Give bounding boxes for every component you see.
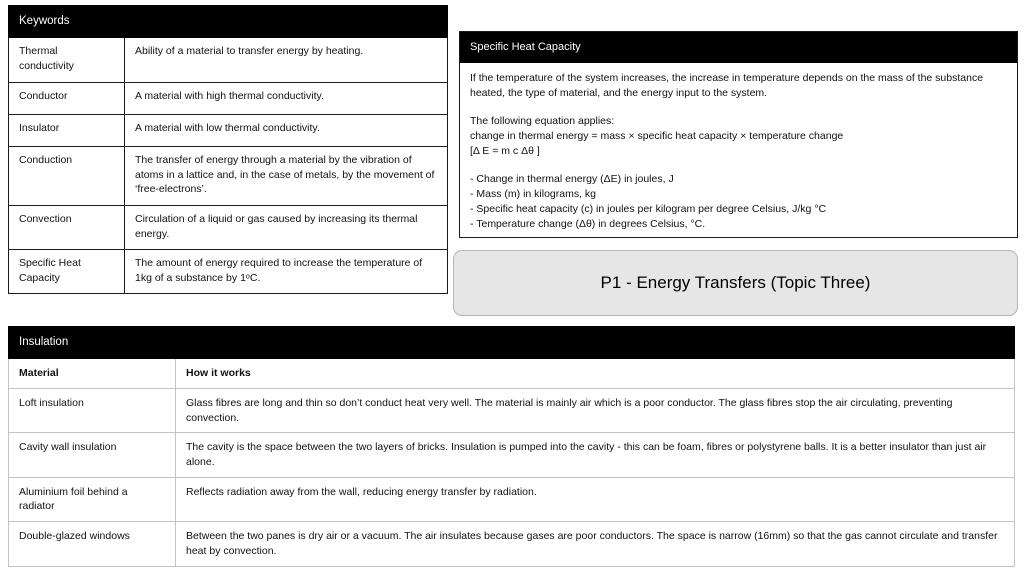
keyword-term: Convection [9, 206, 125, 250]
keyword-term: Conductor [9, 83, 125, 115]
material-cell: Double-glazed windows [9, 522, 176, 566]
shc-title: Specific Heat Capacity [460, 32, 1017, 63]
keyword-definition: A material with high thermal conductivity. [125, 83, 448, 115]
keyword-term: Insulator [9, 115, 125, 147]
specific-heat-capacity-box [459, 31, 1018, 238]
keyword-definition: Ability of a material to transfer energy by heating. [125, 38, 448, 83]
shc-equation-words: change in thermal energy = mass × specific heat capacity × temperature change [470, 130, 844, 143]
material-cell: Loft insulation [9, 389, 176, 433]
keyword-definition: The transfer of energy through a material by the vibration of atoms in a lattice and, in the case of metals, by the movement of ‘free-electrons’. [125, 147, 448, 206]
how-it-works-cell: Glass fibres are long and thin so don’t conduct heat very well. The material is mainly air which is a poor conductor. The glass fibres stop the air circulating, preventing convection. [176, 389, 1015, 433]
keyword-term: Thermal conductivity [9, 38, 125, 83]
keyword-definition: A material with low thermal conductivity. [125, 115, 448, 147]
shc-intro: If the temperature of the system increases, the increase in temperature depends on the mass of the substance heated, the type of material, and the energy input to the system. [470, 72, 984, 99]
table-row [9, 477, 1015, 521]
keywords-table [8, 5, 448, 294]
how-it-works-cell: The cavity is the space between the two layers of bricks. Insulation is pumped into the cavity - this can be foam, fibres or polystyrene balls. It is a better insulator than just air alone. [176, 433, 1015, 477]
table-row [9, 522, 1015, 566]
keywords-title: Keywords [9, 6, 448, 38]
keyword-definition: Circulation of a liquid or gas caused by increasing its thermal energy. [125, 206, 448, 250]
how-it-works-cell: Between the two panes is dry air or a vacuum. The air insulates because gases are poor conductors. The space is narrow (16mm) so that the gas cannot circulate and transfer heat by convection. [176, 522, 1015, 566]
shc-term: - Specific heat capacity (c) in joules per kilogram per degree Celsius, J/kg °C [470, 202, 827, 215]
table-row [9, 433, 1015, 477]
column-header-material: Material [9, 359, 176, 389]
shc-equation-symbols: [Δ E = m c Δθ ] [470, 144, 540, 157]
material-cell: Cavity wall insulation [9, 433, 176, 477]
table-row [9, 389, 1015, 433]
insulation-table [8, 326, 1015, 567]
keyword-term: Conduction [9, 147, 125, 206]
shc-equation-intro: The following equation applies: [470, 115, 615, 128]
insulation-title: Insulation [9, 327, 1015, 359]
shc-body [460, 63, 1017, 231]
shc-term: - Change in thermal energy (ΔE) in joules, J [470, 173, 674, 186]
keyword-term: Specific Heat Capacity [9, 250, 125, 294]
shc-term: - Mass (m) in kilograms, kg [470, 188, 597, 201]
shc-term: - Temperature change (Δθ) in degrees Celsius, °C. [470, 217, 706, 230]
topic-title-banner: P1 - Energy Transfers (Topic Three) [453, 250, 1018, 316]
column-header-how-it-works: How it works [176, 359, 1015, 389]
how-it-works-cell: Reflects radiation away from the wall, reducing energy transfer by radiation. [176, 477, 1015, 521]
keyword-definition: The amount of energy required to increase the temperature of 1kg of a substance by 1ᵒC. [125, 250, 448, 294]
material-cell: Aluminium foil behind a radiator [9, 477, 176, 521]
